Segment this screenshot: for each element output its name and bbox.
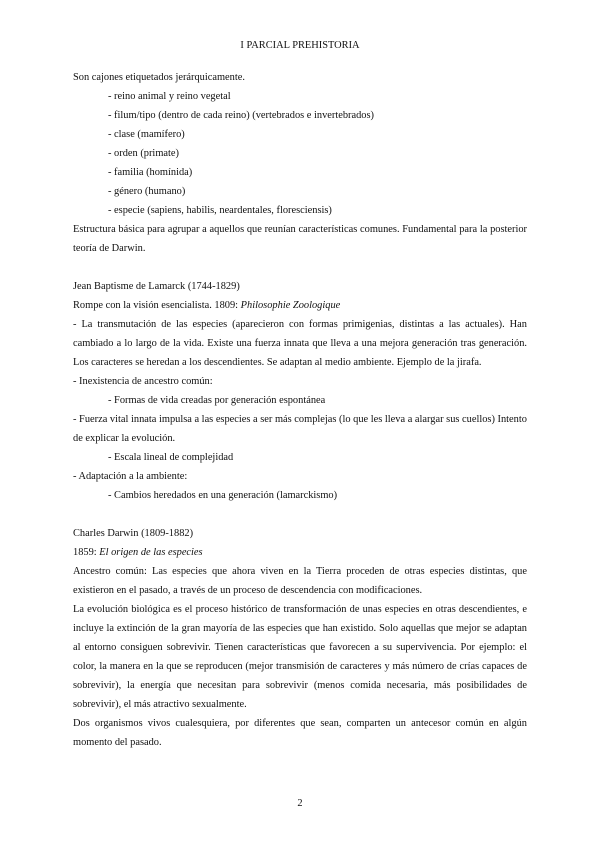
- darwin-work: [73, 543, 527, 562]
- taxonomy-item: - filum/tipo (dentro de cada reino) (vertebrados e invertebrados): [108, 110, 375, 121]
- darwin-year: 1859:: [73, 547, 100, 558]
- page-number: 2: [297, 798, 303, 809]
- lamarck-heading: Jean Baptisme de Lamarck (1744-1829): [73, 281, 240, 292]
- taxonomy-summary: Estructura básica para agrupar a aquellos que reunían características comunes. Fundamental para la posterior teoría de Darwin.: [73, 224, 527, 254]
- darwin-paragraph: Ancestro común: Las especies que ahora viven en la Tierra proceden de otras especies distintas, que existieron en el pasado, a través de un proceso de descendencia con modificaciones.: [73, 566, 527, 596]
- spacer: [73, 258, 527, 277]
- taxonomy-item: - clase (mamífero): [108, 129, 185, 140]
- document-page: [73, 36, 527, 752]
- taxonomy-item: - orden (primate): [108, 148, 179, 159]
- darwin-paragraph: La evolución biológica es el proceso histórico de transformación de unas especies en otras descendientes, e incluye la extinción de la gran mayoría de las especies que han existido. Solo aquellas que mejor se adaptan al entorno consiguen sobrevivir. Tienen características que favorecen a su supervivencia. Por ejemplo: el color, la manera en la que se reproducen (mejor transmisión de caracteres y más número de crías capaces de sobrevivir), la energía que necesitan para sobrevivir (menos comida necesaria, más posibilidades de sobrevivir), el más atractivo sexualmente.: [73, 604, 527, 710]
- lamarck-intro-text: Rompe con la visión esencialista. 1809:: [73, 300, 241, 311]
- lamarck-paragraph: - Adaptación a la ambiente:: [73, 471, 188, 482]
- darwin-paragraph: Dos organismos vivos cualesquiera, por diferentes que sean, comparten un antecesor común en algún momento del pasado.: [73, 718, 527, 748]
- taxonomy-item: - familia (homínida): [108, 167, 193, 178]
- darwin-section: [73, 524, 527, 752]
- lamarck-paragraph: - Inexistencia de ancestro común:: [73, 376, 213, 387]
- lamarck-paragraph: - La transmutación de las especies (aparecieron con formas primigenias, distintas a las actuales). Han cambiado a lo largo de la vida. Existe una fuerza innata que lleva a una mejora generación tras generación. Los caracteres se heredan a los descendientes. Se adaptan al medio ambiente. Ejemplo de la jirafa.: [73, 319, 527, 368]
- taxonomy-item: - género (humano): [108, 186, 186, 197]
- lamarck-paragraph: - Fuerza vital innata impulsa a las especies a ser más complejas (lo que les lleva a alargar sus cuellos) Intento de explicar la evolución.: [73, 414, 527, 444]
- lamarck-subpoint: - Cambios heredados en una generación (lamarckismo): [108, 490, 338, 501]
- lamarck-intro: [73, 296, 527, 315]
- taxonomy-section: [73, 68, 527, 258]
- spacer: [73, 505, 527, 524]
- taxonomy-item: - reino animal y reino vegetal: [108, 91, 231, 102]
- lamarck-section: [73, 277, 527, 505]
- taxonomy-intro: Son cajones etiquetados jerárquicamente.: [73, 72, 245, 83]
- taxonomy-item: - especie (sapiens, habilis, neardentales, floresciensis): [108, 205, 332, 216]
- lamarck-subpoint: - Escala lineal de complejidad: [108, 452, 234, 463]
- page-title: I PARCIAL PREHISTORIA: [240, 40, 360, 51]
- lamarck-work-title: Philosophie Zoologique: [240, 300, 341, 311]
- darwin-work-title: El origen de las especies: [99, 547, 203, 558]
- darwin-heading: Charles Darwin (1809-1882): [73, 528, 194, 539]
- lamarck-subpoint: - Formas de vida creadas por generación espontánea: [108, 395, 326, 406]
